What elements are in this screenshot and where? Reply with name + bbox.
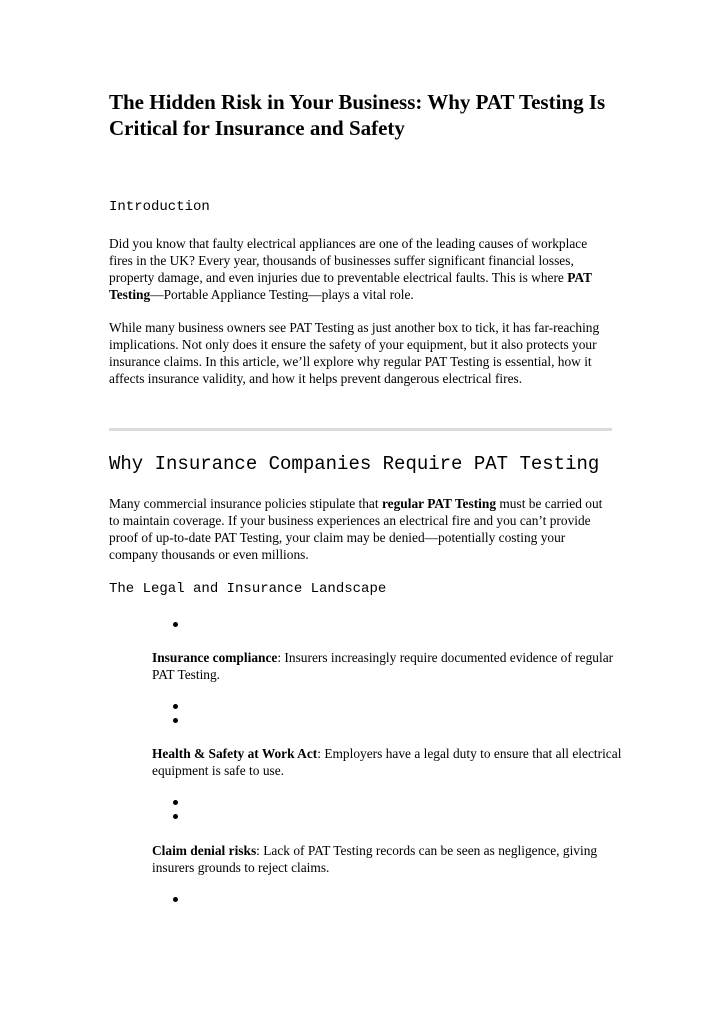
intro-p1-text-end: —Portable Appliance Testing—plays a vital role. — [150, 287, 414, 302]
intro-p1-bold: PAT Testing — [109, 270, 592, 302]
section-heading: Why Insurance Companies Require PAT Testing — [109, 453, 600, 475]
list-item-bold: Insurance compliance — [152, 650, 278, 665]
list-item-text: : Lack of PAT Testing records can be seen as negligence, giving insurers grounds to reject claims. — [152, 843, 598, 875]
section-p1-text-end: must be carried out to maintain coverage. If your business experiences an electrical fire and you can’t provide proof of up-to-date PAT Testing, your claim may be denied—potentially costing your company thousands or even millions. — [109, 496, 603, 562]
section-paragraph-1 — [109, 495, 614, 563]
bullet-marker — [172, 892, 180, 906]
bullet-marker — [172, 809, 180, 823]
section-divider — [109, 428, 612, 431]
section-p1-text-start: Many commercial insurance policies stipulate that — [109, 496, 382, 511]
bullet-marker — [172, 713, 180, 727]
bullet-marker — [172, 699, 180, 713]
list-item-text: : Insurers increasingly require documented evidence of regular PAT Testing. — [152, 650, 614, 682]
section-p1-bold: regular PAT Testing — [381, 496, 497, 511]
list-item-bold: Health & Safety at Work Act — [152, 746, 318, 761]
list-item — [152, 649, 622, 683]
intro-p1-text-start: Did you know that faulty electrical appliances are one of the leading causes of workplace fires in the UK? Every year, thousands of businesses suffer significant financial losses, property damage, and even injuries due to preventable electrical faults. This is where — [109, 236, 588, 285]
intro-heading: Introduction — [109, 199, 210, 215]
list-item — [152, 745, 622, 779]
subsection-heading: The Legal and Insurance Landscape — [109, 581, 387, 597]
intro-paragraph-1 — [109, 235, 614, 303]
bullet-marker — [172, 795, 180, 809]
page-title: The Hidden Risk in Your Business: Why PAT Testing Is Critical for Insurance and Safety — [109, 90, 606, 140]
intro-paragraph-2: While many business owners see PAT Testing as just another box to tick, it has far-reaching implications. Not only does it ensure the safety of your equipment, but it also protects your insurance claims. In this article, we’ll explore why regular PAT Testing is essential, how it affects insurance validity, and how it helps prevent dangerous electrical fires. — [109, 320, 600, 386]
list-item — [152, 842, 622, 876]
list-item-bold: Claim denial risks — [152, 843, 257, 858]
list-item-text: : Employers have a legal duty to ensure that all electrical equipment is safe to use. — [152, 746, 622, 778]
bullet-marker — [172, 617, 180, 631]
